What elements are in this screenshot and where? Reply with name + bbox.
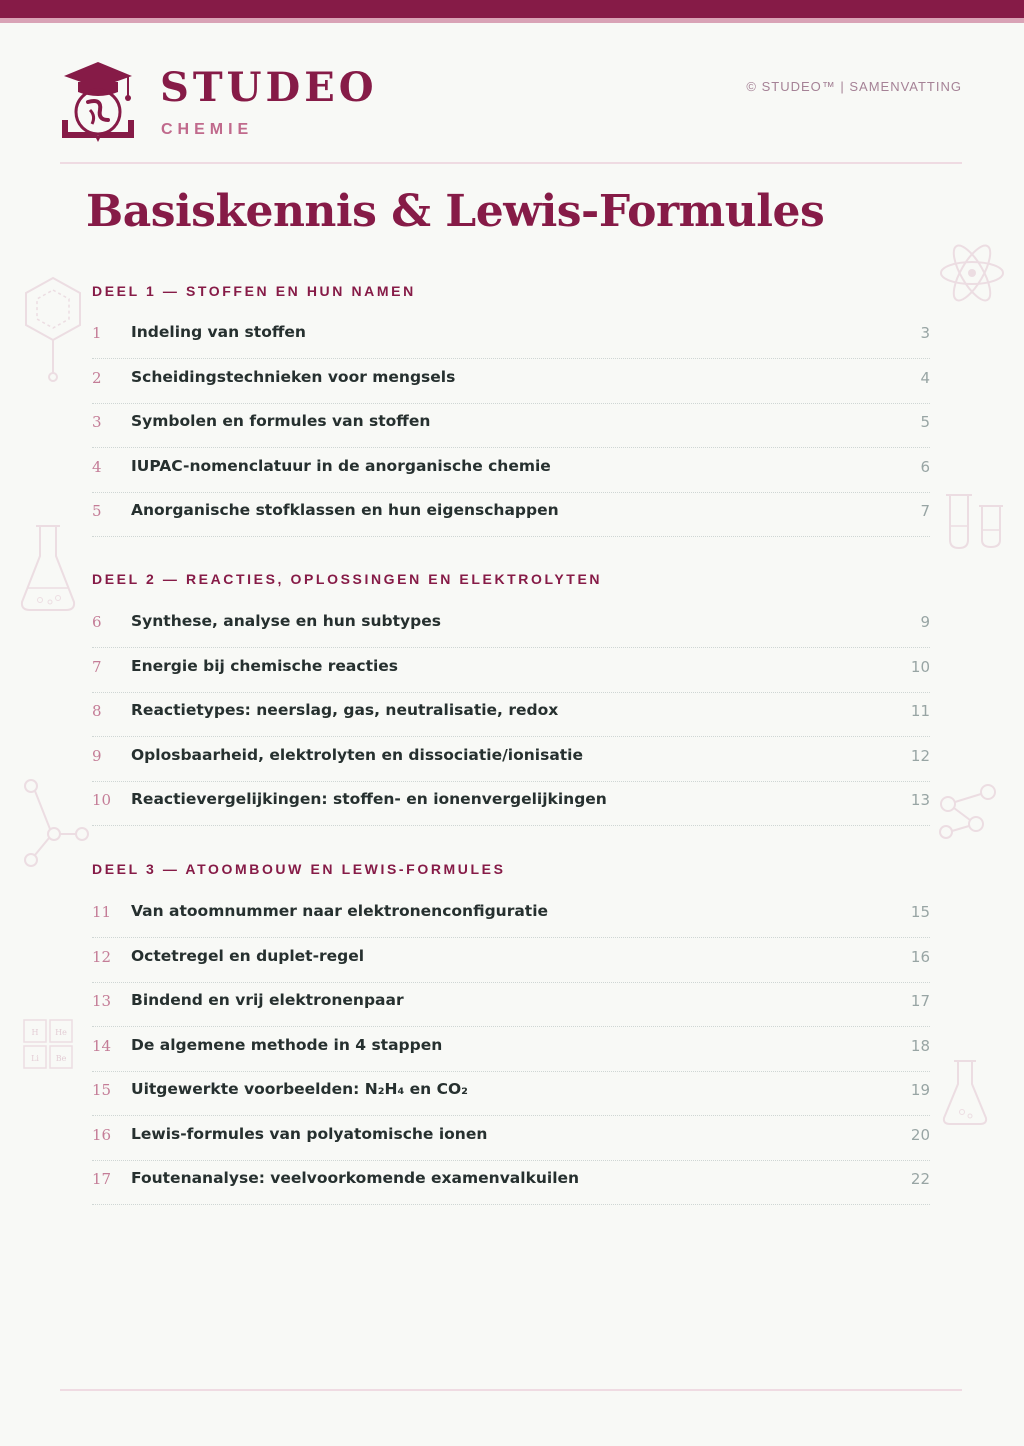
toc-entry[interactable] bbox=[92, 893, 930, 938]
toc-entry[interactable] bbox=[92, 603, 930, 648]
toc-entry-page-number: 9 bbox=[920, 613, 930, 631]
top-accent-bar bbox=[0, 0, 1024, 18]
toc-entry[interactable] bbox=[92, 781, 930, 826]
toc-entry-number: 3 bbox=[92, 413, 102, 431]
toc-entry[interactable] bbox=[92, 403, 930, 448]
toc-entry-number: 17 bbox=[92, 1170, 112, 1188]
section-heading: DEEL 3 — ATOOMBOUW EN LEWIS-FORMULES bbox=[92, 861, 506, 877]
toc-entry-page-number: 20 bbox=[910, 1125, 930, 1144]
toc-entry[interactable] bbox=[92, 492, 930, 537]
toc-entry-number: 10 bbox=[92, 791, 112, 809]
toc-entry-page-number: 18 bbox=[910, 1036, 930, 1055]
brand-name: STUDEO bbox=[160, 64, 378, 111]
toc-entry[interactable] bbox=[92, 1027, 930, 1072]
molecule-network-icon bbox=[20, 776, 90, 870]
element-symbol: He bbox=[55, 1028, 67, 1037]
toc-entry-number: 11 bbox=[92, 903, 112, 921]
flask-icon bbox=[940, 1058, 990, 1128]
copyright-text: © STUDEO™ | SAMENVATTING bbox=[746, 79, 962, 94]
toc-entry[interactable] bbox=[92, 737, 930, 782]
toc-entry-number: 2 bbox=[92, 368, 102, 387]
toc-entry-title: Bindend en vrij elektronenpaar bbox=[131, 991, 404, 1009]
toc-entry-title: Symbolen en formules van stoffen bbox=[131, 412, 431, 430]
toc-entry-title: De algemene methode in 4 stappen bbox=[131, 1035, 443, 1054]
toc-entry-page-number: 11 bbox=[910, 702, 930, 720]
toc-entry-number: 1 bbox=[92, 324, 102, 342]
toc-entry-title: Van atoomnummer naar elektronenconfiguratie bbox=[131, 902, 549, 920]
toc-entry-number: 4 bbox=[92, 457, 102, 476]
toc-entry[interactable] bbox=[92, 314, 930, 359]
toc-entry[interactable] bbox=[92, 1116, 930, 1161]
periodic-table-icon bbox=[22, 1018, 74, 1072]
toc-entry-page-number: 15 bbox=[910, 903, 930, 921]
toc-entry[interactable] bbox=[92, 1160, 930, 1205]
toc-entry-title: Foutenanalyse: veelvoorkomende examenvalkuilen bbox=[131, 1169, 580, 1187]
toc-entry-page-number: 13 bbox=[910, 791, 930, 809]
element-symbol: Be bbox=[55, 1054, 67, 1063]
toc-entry-title: Oplosbaarheid, elektrolyten en dissociatie/ionisatie bbox=[131, 745, 584, 764]
molecule-network-icon bbox=[934, 780, 998, 842]
page-title: Basiskennis & Lewis-Formules bbox=[86, 186, 825, 237]
atom-icon bbox=[938, 240, 1006, 306]
toc-entry-title: Energie bij chemische reacties bbox=[131, 656, 399, 675]
toc-entry-page-number: 6 bbox=[920, 457, 930, 476]
flask-icon bbox=[18, 522, 78, 614]
toc-entry-title: Uitgewerkte voorbeelden: N₂H₄ en CO₂ bbox=[131, 1080, 468, 1098]
toc-entry-title: Scheidingstechnieken voor mengsels bbox=[131, 367, 456, 386]
toc-entry-title: Reactietypes: neerslag, gas, neutralisatie, redox bbox=[131, 701, 559, 719]
toc-entry[interactable] bbox=[92, 982, 930, 1027]
section-heading: DEEL 1 — STOFFEN EN HUN NAMEN bbox=[92, 283, 416, 299]
toc-entry-title: Synthese, analyse en hun subtypes bbox=[131, 612, 441, 630]
toc-entry-page-number: 5 bbox=[920, 413, 930, 431]
toc-entry[interactable] bbox=[92, 1071, 930, 1116]
toc-entry-page-number: 10 bbox=[910, 657, 930, 676]
toc-entry-page-number: 12 bbox=[910, 746, 930, 765]
toc-entry-page-number: 7 bbox=[920, 502, 930, 520]
section-heading: DEEL 2 — REACTIES, OPLOSSINGEN EN ELEKTROLYTEN bbox=[92, 571, 603, 587]
toc-entry-page-number: 22 bbox=[910, 1170, 930, 1188]
toc-entry-title: Reactievergelijkingen: stoffen- en ionenvergelijkingen bbox=[131, 790, 607, 808]
toc-entry-number: 16 bbox=[92, 1125, 112, 1144]
footer-divider bbox=[60, 1389, 962, 1391]
toc-entry[interactable] bbox=[92, 359, 930, 404]
element-symbol: Li bbox=[31, 1054, 39, 1063]
toc-entry-page-number: 4 bbox=[920, 368, 930, 387]
top-accent-stripe bbox=[0, 18, 1024, 23]
toc-entry[interactable] bbox=[92, 692, 930, 737]
brand-subject: CHEMIE bbox=[161, 121, 254, 138]
hexagon-molecule-icon bbox=[22, 276, 84, 384]
header-divider bbox=[60, 162, 962, 164]
toc-entry-title: IUPAC-nomenclatuur in de anorganische chemie bbox=[131, 456, 551, 475]
toc-entry-number: 5 bbox=[92, 502, 102, 520]
toc-entry[interactable] bbox=[92, 938, 930, 983]
toc-entry-number: 8 bbox=[92, 702, 102, 720]
toc-entry-number: 13 bbox=[92, 992, 112, 1010]
toc-entry-number: 7 bbox=[92, 657, 102, 676]
toc-entry-page-number: 17 bbox=[910, 992, 930, 1010]
toc-entry[interactable] bbox=[92, 648, 930, 693]
toc-entry-page-number: 19 bbox=[910, 1081, 930, 1099]
toc-entry-page-number: 16 bbox=[910, 947, 930, 966]
toc-entry-title: Anorganische stofklassen en hun eigenschappen bbox=[131, 501, 559, 519]
toc-entry-number: 15 bbox=[92, 1081, 112, 1099]
toc-entry-title: Lewis-formules van polyatomische ionen bbox=[131, 1124, 488, 1143]
toc-entry-title: Indeling van stoffen bbox=[131, 323, 306, 341]
element-symbol: H bbox=[31, 1028, 39, 1037]
toc-entry-page-number: 3 bbox=[920, 324, 930, 342]
toc-entry-number: 9 bbox=[92, 746, 102, 765]
toc-entry-number: 14 bbox=[92, 1036, 112, 1055]
toc-entry-number: 12 bbox=[92, 947, 112, 966]
toc-entry[interactable] bbox=[92, 448, 930, 493]
toc-entry-number: 6 bbox=[92, 613, 102, 631]
graduation-cap-logo-icon bbox=[58, 58, 138, 144]
test-tubes-icon bbox=[944, 492, 1006, 552]
toc-entry-title: Octetregel en duplet-regel bbox=[131, 946, 365, 965]
